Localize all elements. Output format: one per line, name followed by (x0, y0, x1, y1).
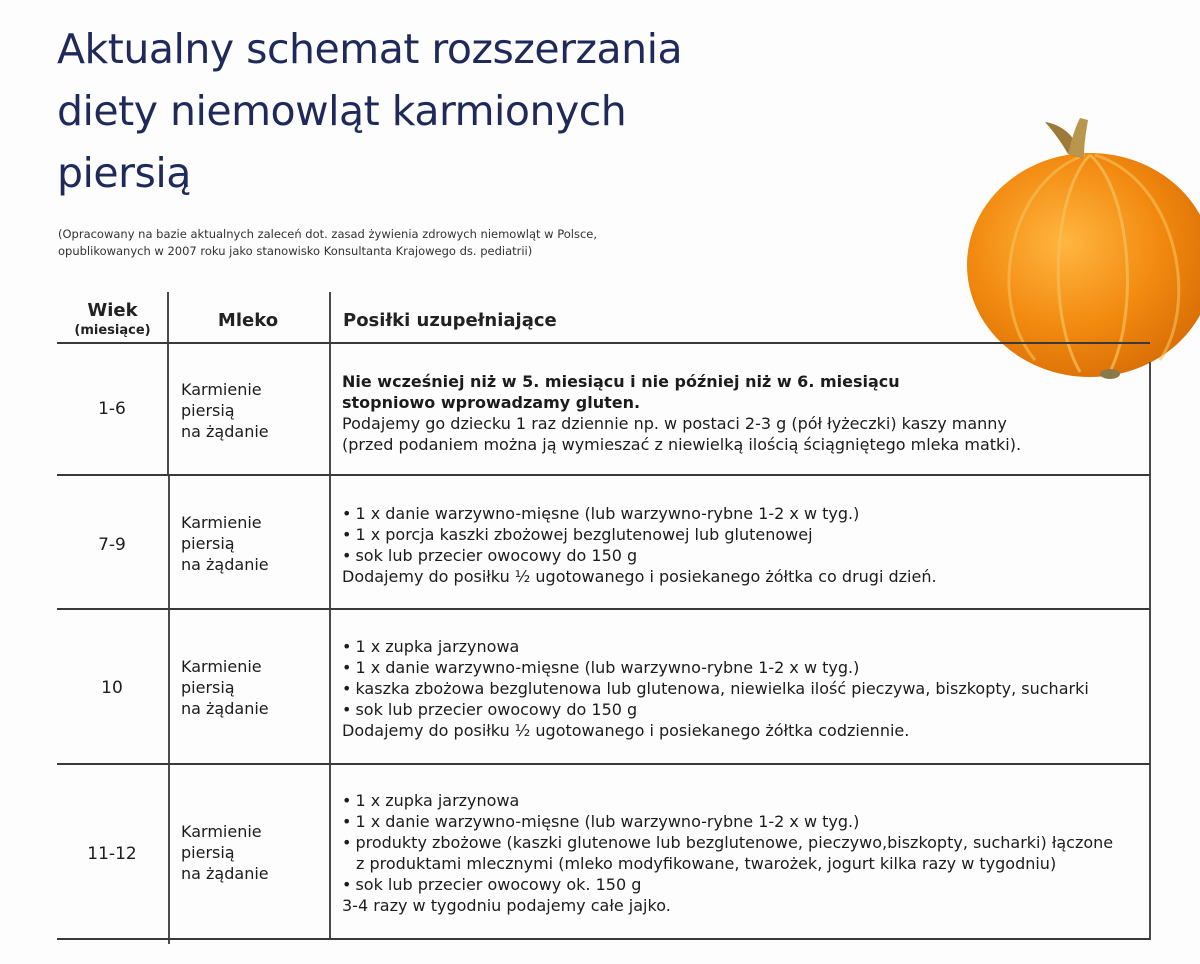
meal-line: z produktami mlecznymi (mleko modyfikowane, twarożek, jogurt kilka razy w tygodniu) (356, 854, 1057, 873)
milk-line: Karmienie (181, 657, 262, 676)
milk-line: piersią (181, 401, 235, 420)
meal-line: • kaszka zbożowa bezglutenowa lub glutenowa, niewielka ilość pieczywa, biszkopty, sucharki (342, 678, 1152, 699)
milk-line: na żądanie (181, 699, 269, 718)
milk-line: na żądanie (181, 422, 269, 441)
header-age (60, 300, 165, 340)
table-divider (57, 938, 1150, 940)
meal-line: • sok lub przecier owocowy ok. 150 g (342, 874, 1152, 895)
milk-line: Karmienie (181, 513, 262, 532)
meal-line: (przed podaniem można ją wymieszać z niewielką ilością ściągniętego mleka matki). (342, 435, 1022, 454)
row-age: 11-12 (87, 844, 137, 864)
table-divider (57, 474, 1150, 476)
meal-line: • produkty zbożowe (kaszki glutenowe lub bezglutenowe, pieczywo,biszkopty, sucharki) łączone (342, 832, 1152, 853)
meal-line: • sok lub przecier owocowy do 150 g (342, 699, 1152, 720)
table-divider (57, 342, 1150, 344)
source-note-line-2: opublikowanych w 2007 roku jako stanowisko Konsultanta Krajowego ds. pediatrii) (58, 244, 533, 258)
title-line-2: diety niemowląt karmionych (57, 87, 627, 135)
milk-line: Karmienie (181, 822, 262, 841)
row-meals (342, 371, 1152, 455)
milk-line: piersią (181, 843, 235, 862)
table-divider (57, 763, 1150, 765)
meal-line: • 1 x zupka jarzynowa (342, 790, 1152, 811)
milk-line: na żądanie (181, 555, 269, 574)
meal-line: Dodajemy do posiłku ½ ugotowanego i posiekanego żółtka codziennie. (342, 721, 910, 740)
meal-line: • 1 x danie warzywno-mięsne (lub warzywno-rybne 1-2 x w tyg.) (342, 811, 1152, 832)
row-age: 1-6 (98, 399, 126, 419)
row-milk (181, 379, 321, 442)
row-age: 7-9 (98, 535, 126, 555)
milk-line: Karmienie (181, 380, 262, 399)
milk-line: na żądanie (181, 864, 269, 883)
milk-line: piersią (181, 534, 235, 553)
pumpkin-image (960, 110, 1200, 385)
header-meals: Posiłki uzupełniające (343, 310, 557, 331)
meal-line: • 1 x danie warzywno-mięsne (lub warzywno-rybne 1-2 x w tyg.) (342, 503, 1152, 524)
table-divider (168, 476, 170, 944)
page-title (57, 18, 877, 204)
row-meals (342, 790, 1152, 916)
table-divider (57, 608, 1150, 610)
meal-line: • 1 x zupka jarzynowa (342, 636, 1152, 657)
meal-line: Nie wcześniej niż w 5. miesiącu i nie później niż w 6. miesiącu (342, 372, 900, 391)
meal-line: • 1 x danie warzywno-mięsne (lub warzywno-rybne 1-2 x w tyg.) (342, 657, 1152, 678)
row-milk (181, 512, 321, 575)
source-note (58, 226, 758, 260)
meal-line: Dodajemy do posiłku ½ ugotowanego i posiekanego żółtka co drugi dzień. (342, 567, 937, 586)
row-milk (181, 821, 321, 884)
row-meals (342, 503, 1152, 587)
meal-line: • 1 x porcja kaszki zbożowej bezglutenowej lub glutenowej (342, 524, 1152, 545)
meal-line: • sok lub przecier owocowy do 150 g (342, 545, 1152, 566)
header-milk: Mleko (217, 310, 279, 331)
header-age-unit: (miesiące) (74, 323, 151, 338)
meal-line: stopniowo wprowadzamy gluten. (342, 393, 641, 412)
meal-line: Podajemy go dziecku 1 raz dziennie np. w postaci 2-3 g (pół łyżeczki) kaszy manny (342, 414, 1007, 433)
title-line-1: Aktualny schemat rozszerzania (57, 25, 683, 73)
milk-line: piersią (181, 678, 235, 697)
header-age-label: Wiek (87, 300, 138, 321)
table-divider (329, 292, 331, 940)
source-note-line-1: (Opracowany na bazie aktualnych zaleceń dot. zasad żywienia zdrowych niemowląt w Polsce, (58, 227, 598, 241)
row-age: 10 (101, 678, 123, 698)
row-meals (342, 636, 1152, 741)
meal-line: 3-4 razy w tygodniu podajemy całe jajko. (342, 896, 671, 915)
title-line-3: piersią (57, 149, 191, 197)
row-milk (181, 656, 321, 719)
